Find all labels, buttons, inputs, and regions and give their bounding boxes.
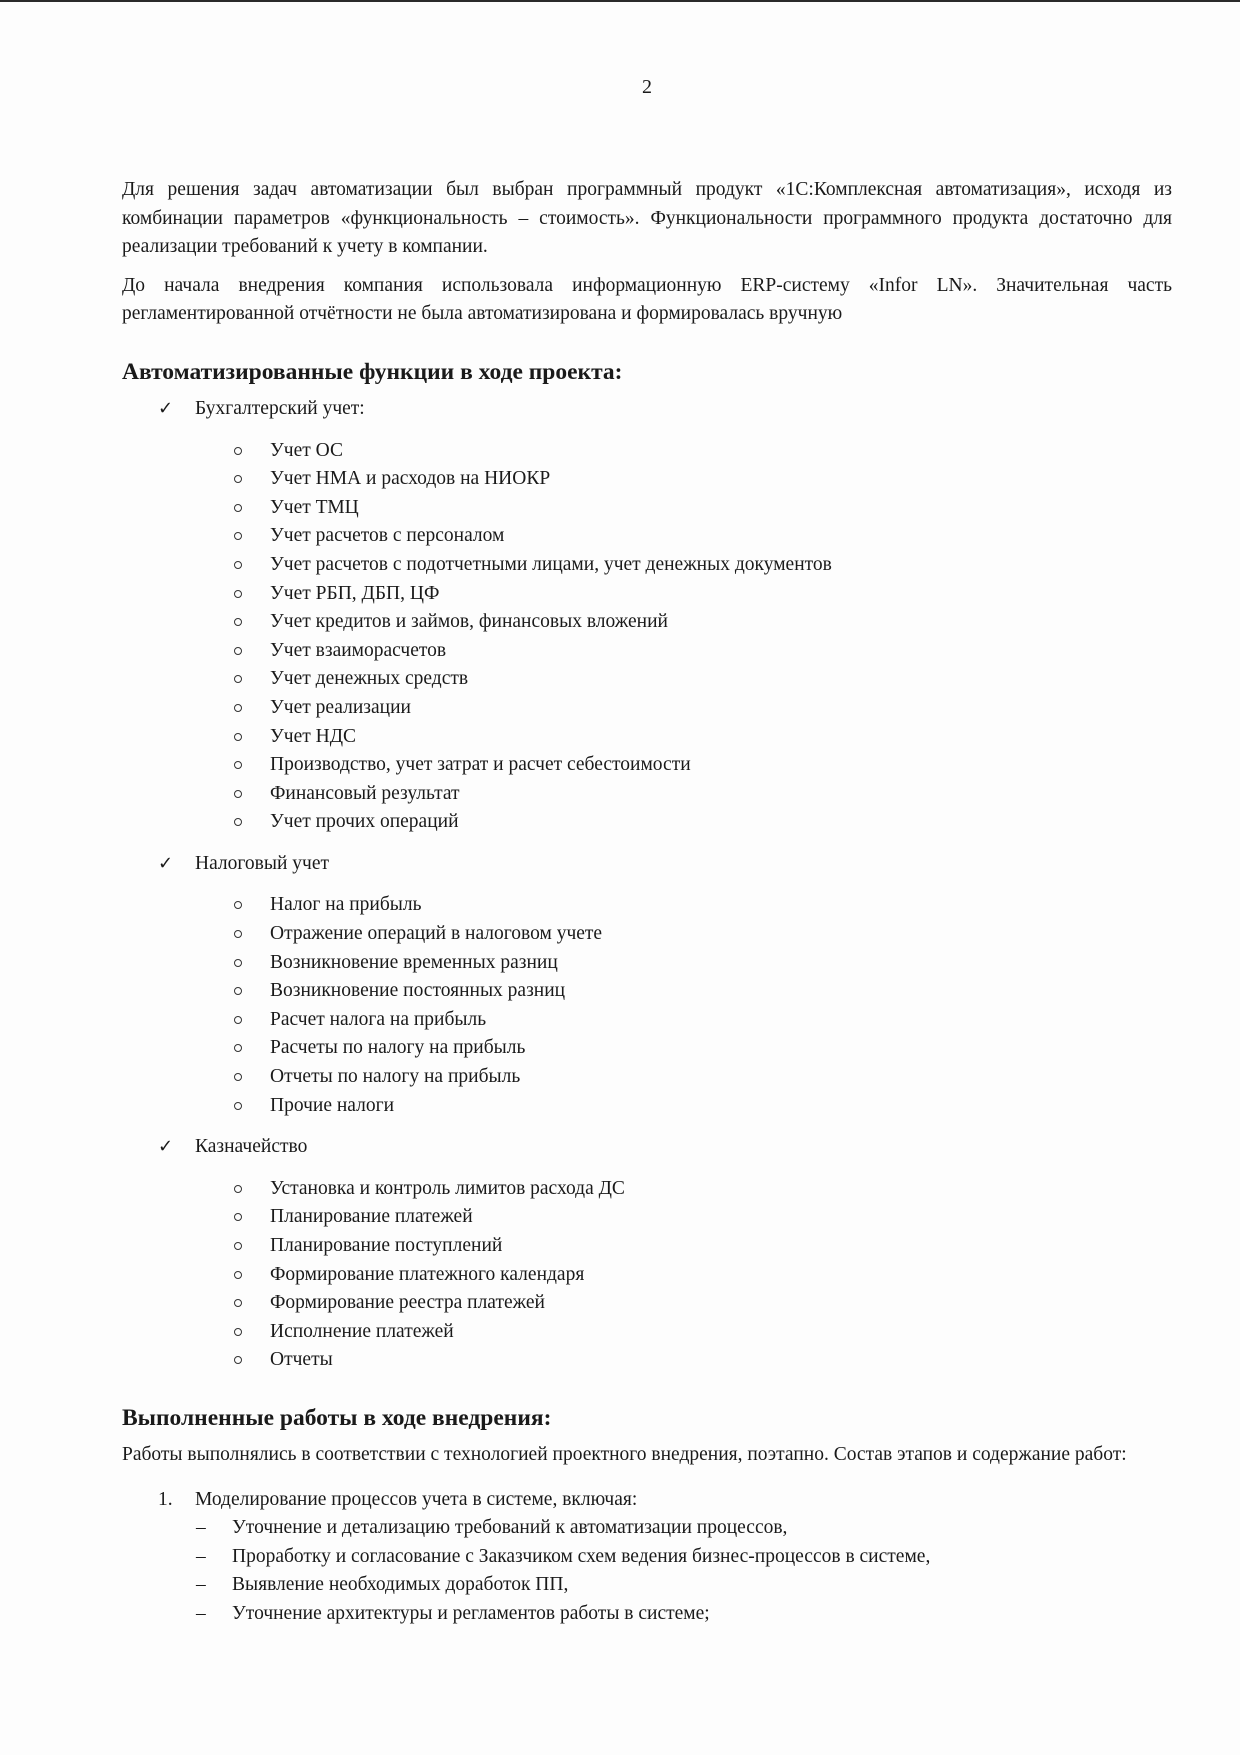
works-paragraph: Работы выполнялись в соответствии с технологией проектного внедрения, поэтапно. Состав этапов и содержание работ:	[122, 1443, 1127, 1465]
stages-list	[122, 1486, 1172, 1629]
function-section	[122, 395, 1172, 837]
list-item-text: Формирование реестра платежей	[270, 1292, 545, 1314]
list-item	[122, 637, 1172, 666]
heading-completed-works: Выполненные работы в ходе внедрения:	[122, 1404, 552, 1431]
circle-bullet-icon	[234, 1213, 242, 1221]
list-item	[122, 1600, 1172, 1629]
list-item-text: Учет РБП, ДБП, ЦФ	[270, 582, 440, 604]
list-item-text: Учет расчетов с персоналом	[270, 525, 505, 547]
list-item	[122, 608, 1172, 637]
circle-bullet-icon	[234, 504, 242, 512]
circle-bullet-icon	[234, 447, 242, 455]
list-item	[122, 1232, 1172, 1261]
list-item	[122, 808, 1172, 837]
function-section	[122, 1133, 1172, 1375]
list-item	[122, 580, 1172, 609]
list-item-text: Расчет налога на прибыль	[270, 1008, 487, 1030]
list-item-text: Отчеты по налогу на прибыль	[270, 1066, 521, 1088]
circle-bullet-icon	[234, 532, 242, 540]
list-item	[122, 1006, 1172, 1035]
list-item	[122, 977, 1172, 1006]
circle-bullet-icon	[234, 930, 242, 938]
section-title	[122, 850, 1172, 879]
list-item	[122, 522, 1172, 551]
function-section	[122, 850, 1172, 1120]
list-item-text: Учет НМА и расходов на НИОКР	[270, 468, 551, 490]
list-item	[122, 437, 1172, 466]
stage-number: 1.	[158, 1488, 173, 1510]
list-item	[122, 494, 1172, 523]
list-item	[122, 1261, 1172, 1290]
list-item	[122, 1318, 1172, 1347]
list-item-text: Возникновение временных разниц	[270, 951, 558, 973]
list-item-text: Учет кредитов и займов, финансовых вложений	[270, 611, 668, 633]
section-title-text: Бухгалтерский учет:	[195, 397, 365, 419]
list-item	[122, 1543, 1172, 1572]
list-item-text: Формирование платежного календаря	[270, 1263, 585, 1285]
circle-bullet-icon	[234, 1185, 242, 1193]
list-item-text: Учет прочих операций	[270, 811, 459, 833]
circle-bullet-icon	[234, 733, 242, 741]
list-item	[122, 694, 1172, 723]
list-item-text: Учет денежных средств	[270, 668, 469, 690]
list-item	[122, 891, 1172, 920]
list-item	[122, 920, 1172, 949]
list-item	[122, 949, 1172, 978]
circle-bullet-icon	[234, 1299, 242, 1307]
circle-bullet-icon	[234, 561, 242, 569]
list-item-text: Установка и контроль лимитов расхода ДС	[270, 1177, 625, 1199]
circle-bullet-icon	[234, 1016, 242, 1024]
circle-bullet-icon	[234, 475, 242, 483]
circle-bullet-icon	[234, 987, 242, 995]
circle-bullet-icon	[234, 618, 242, 626]
list-item-text: Производство, учет затрат и расчет себестоимости	[270, 754, 691, 776]
dash-bullet-icon: –	[196, 1545, 206, 1567]
stage-subitems	[122, 1514, 1172, 1628]
circle-bullet-icon	[234, 790, 242, 798]
stage-item	[122, 1486, 1172, 1515]
circle-bullet-icon	[234, 1271, 242, 1279]
list-item-text: Уточнение и детализацию требований к автоматизации процессов,	[232, 1517, 788, 1539]
circle-bullet-icon	[234, 1328, 242, 1336]
list-item	[122, 780, 1172, 809]
section-items	[122, 1175, 1172, 1375]
list-item	[122, 1034, 1172, 1063]
intro-paragraph-2: До начала внедрения компания использовала информационную ERP-систему «Infor LN». Значительная часть регламентированной отчётности не была автоматизирована и формировалась вручную	[122, 274, 1172, 325]
heading-automated-functions: Автоматизированные функции в ходе проекта:	[122, 358, 623, 385]
list-item	[122, 751, 1172, 780]
list-item	[122, 1346, 1172, 1375]
list-item-text: Планирование поступлений	[270, 1235, 503, 1256]
list-item-text: Учет расчетов с подотчетными лицами, учет денежных документов	[270, 553, 832, 575]
dash-bullet-icon: –	[196, 1517, 206, 1539]
list-item	[122, 665, 1172, 694]
list-item-text: Учет ТМЦ	[270, 496, 359, 518]
circle-bullet-icon	[234, 675, 242, 683]
stage-title: Моделирование процессов учета в системе, включая:	[195, 1488, 638, 1510]
list-item-text: Возникновение постоянных разниц	[270, 980, 566, 1002]
list-item	[122, 1175, 1172, 1204]
checkmark-icon: ✓	[158, 1136, 174, 1158]
list-item-text: Финансовый результат	[270, 782, 460, 804]
list-item-text: Учет ОС	[270, 439, 343, 461]
section-title	[122, 395, 1172, 424]
list-item-text: Выявление необходимых доработок ПП,	[232, 1574, 569, 1596]
section-items	[122, 437, 1172, 837]
circle-bullet-icon	[234, 959, 242, 967]
list-item	[122, 1289, 1172, 1318]
checkmark-icon: ✓	[158, 852, 174, 874]
list-item	[122, 551, 1172, 580]
list-item-text: Отражение операций в налоговом учете	[270, 923, 603, 945]
dash-bullet-icon: –	[196, 1574, 206, 1596]
list-item-text: Проработку и согласование с Заказчиком схем ведения бизнес-процессов в системе,	[232, 1545, 931, 1567]
circle-bullet-icon	[234, 1044, 242, 1052]
list-item-text: Планирование платежей	[270, 1206, 473, 1228]
list-item	[122, 723, 1172, 752]
circle-bullet-icon	[234, 1242, 242, 1250]
list-item-text: Исполнение платежей	[270, 1320, 454, 1342]
list-item	[122, 1092, 1172, 1121]
list-item-text: Налог на прибыль	[270, 894, 422, 916]
list-item-text: Расчеты по налогу на прибыль	[270, 1037, 526, 1059]
list-item	[122, 1203, 1172, 1232]
checkmark-icon: ✓	[158, 397, 174, 419]
section-title-text: Казначейство	[195, 1136, 308, 1158]
list-item	[122, 1571, 1172, 1600]
list-item-text: Отчеты	[270, 1349, 333, 1371]
page-content	[122, 176, 1172, 1629]
dash-bullet-icon: –	[196, 1602, 206, 1624]
functions-list	[122, 395, 1172, 1375]
list-item-text: Учет взаиморасчетов	[270, 639, 447, 661]
list-item	[122, 1063, 1172, 1092]
list-item	[122, 465, 1172, 494]
section-title	[122, 1133, 1172, 1162]
circle-bullet-icon	[234, 704, 242, 712]
circle-bullet-icon	[234, 1356, 242, 1364]
list-item	[122, 1514, 1172, 1543]
list-item-text: Прочие налоги	[270, 1094, 395, 1116]
section-items	[122, 891, 1172, 1120]
circle-bullet-icon	[234, 1102, 242, 1110]
list-item-text: Учет НДС	[270, 725, 357, 747]
circle-bullet-icon	[234, 1073, 242, 1081]
circle-bullet-icon	[234, 901, 242, 909]
circle-bullet-icon	[234, 647, 242, 655]
section-title-text: Налоговый учет	[195, 852, 330, 874]
circle-bullet-icon	[234, 818, 242, 826]
circle-bullet-icon	[234, 761, 242, 769]
intro-paragraph-1: Для решения задач автоматизации был выбран программный продукт «1С:Комплексная автоматизация», исходя из комбинации параметров «функциональность – стоимость». Функциональности программного продукта достаточно для реализации требований к учету в компании.	[122, 179, 1172, 258]
circle-bullet-icon	[234, 590, 242, 598]
list-item-text: Уточнение архитектуры и регламентов работы в системе;	[232, 1602, 710, 1624]
page-number: 2	[642, 76, 652, 98]
list-item-text: Учет реализации	[270, 696, 411, 718]
